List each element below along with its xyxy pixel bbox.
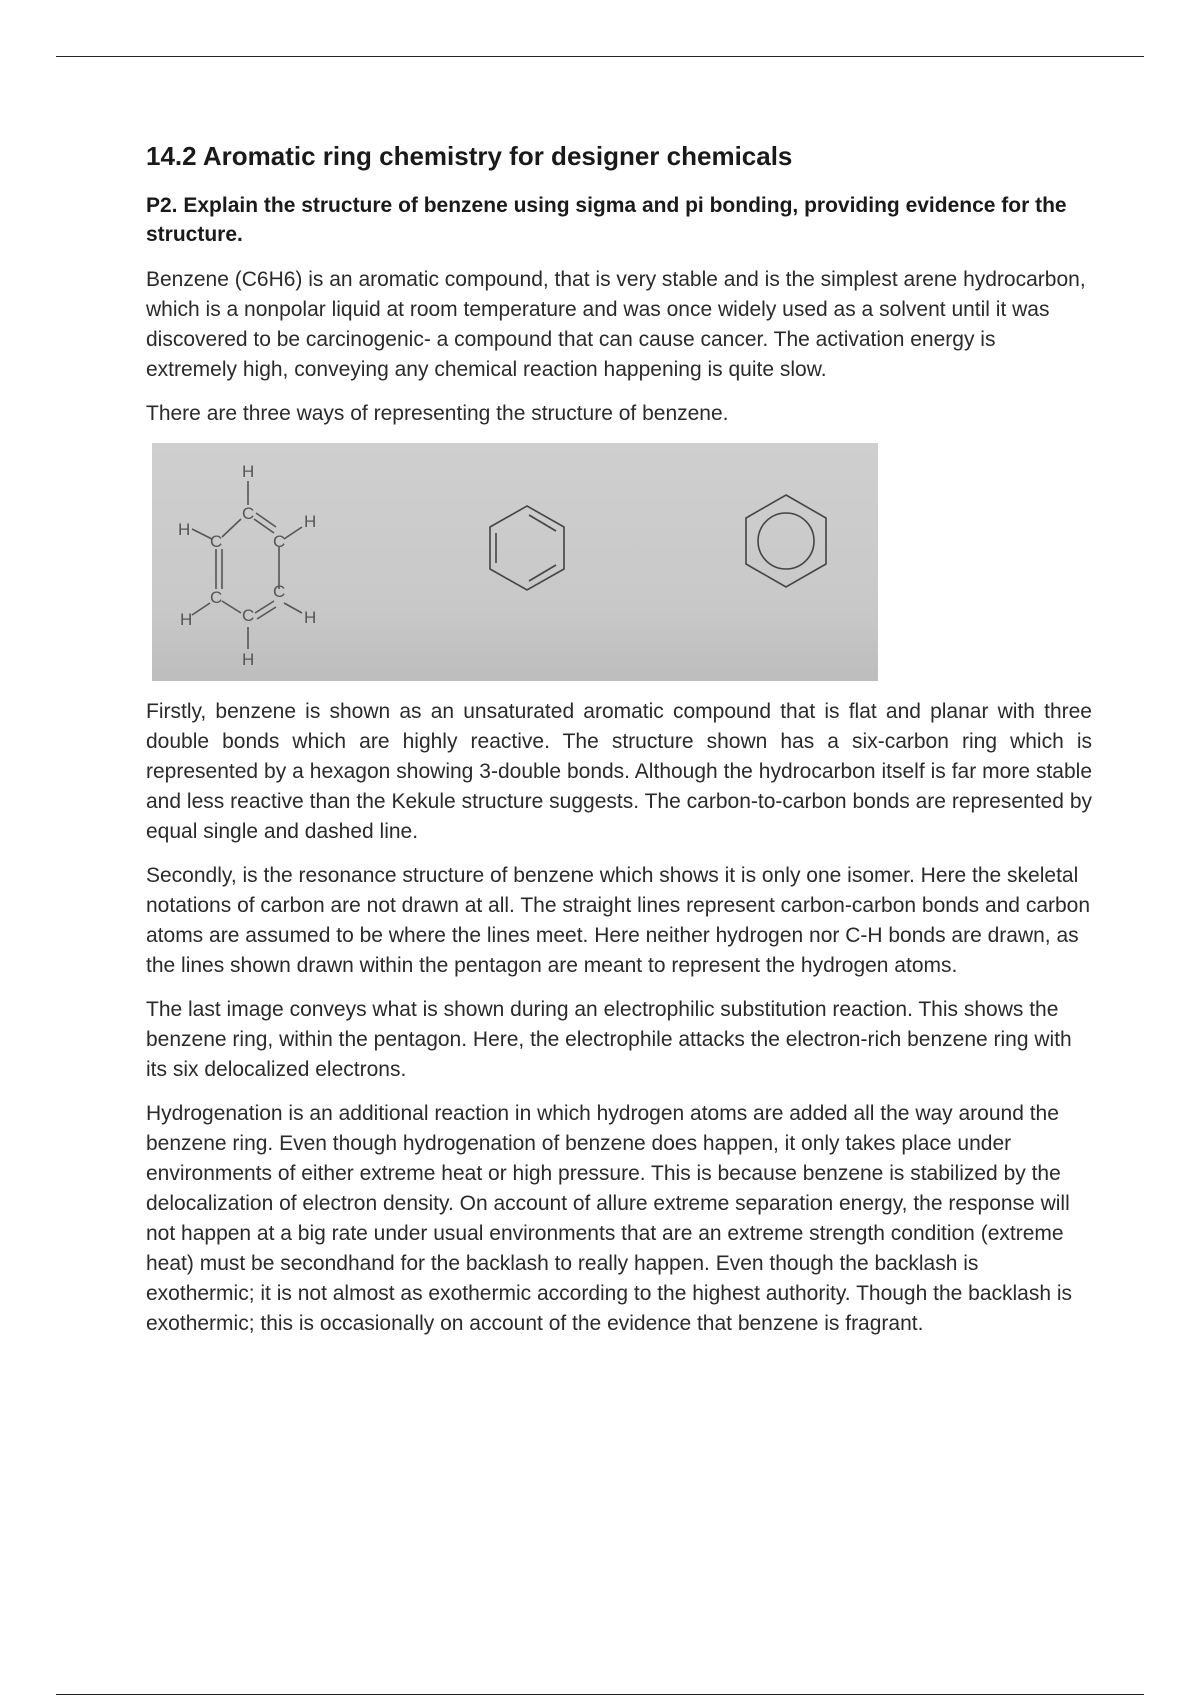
section-heading: 14.2 Aromatic ring chemistry for designer chemicals xyxy=(146,141,793,171)
atom-label-h: H xyxy=(242,462,255,482)
atom-label-c: C xyxy=(210,588,223,608)
atom-label-c: C xyxy=(242,606,255,626)
paragraph-resonance: Secondly, is the resonance structure of benzene which shows it is only one isomer. Here the skeletal notations of carbon are not drawn at all. The straight lines represent carbon-carbon bonds and carbon atoms are assumed to be where the lines meet. Here neither hydrogen nor C-H bonds are drawn, as the lines shown drawn within the pentagon are meant to represent the hydrogen atoms. xyxy=(146,864,1091,978)
footer-rule xyxy=(56,1694,1144,1695)
atom-label-h: H xyxy=(304,512,317,532)
paragraph-kekule: Firstly, benzene is shown as an unsaturated aromatic compound that is flat and planar with three double bonds which are highly reactive. The structure shown has a six-carbon ring which is represented by a hexagon showing 3-double bonds. Although the hydrocarbon itself is far more stable and less reactive than the Kekule structure suggests. The carbon-to-carbon bonds are represented by equal single and dashed line. xyxy=(146,700,1092,844)
skeletal-structure xyxy=(490,506,564,590)
kekule-atom-labels xyxy=(178,462,316,669)
document-body xyxy=(146,140,1092,1353)
atom-label-h: H xyxy=(304,608,317,628)
atom-label-h: H xyxy=(242,650,255,670)
paragraph-intro: Benzene (C6H6) is an aromatic compound, that is very stable and is the simplest arene hydrocarbon, which is a nonpolar liquid at room temperature and was once widely used as a solvent until it was discovered to be carcinogenic- a compound that can cause cancer. The activation energy is extremely high, conveying any chemical reaction happening is quite slow. xyxy=(146,268,1086,382)
task-prompt: P2. Explain the structure of benzene using sigma and pi bonding, providing evidence for the structure. xyxy=(146,193,1067,246)
header-rule xyxy=(56,56,1144,57)
paragraph-hydrogenation: Hydrogenation is an additional reaction in which hydrogen atoms are added all the way around the benzene ring. Even though hydrogenation of benzene does happen, it only takes place under environments of either extreme heat or high pressure. This is because benzene is stabilized by the delocalization of electron density. On account of allure extreme separation energy, the response will not happen at a big rate under usual environments that are an extreme strength condition (extreme heat) must be secondhand for the backlash to really happen. Even though the backlash is exothermic; it is not almost as exothermic according to the highest authority. Though the backlash is exothermic; this is occasionally on account of the evidence that benzene is fragrant. xyxy=(146,1102,1073,1336)
benzene-structures-drawing xyxy=(152,443,878,681)
paragraph-electrophilic: The last image conveys what is shown during an electrophilic substitution reaction. This shows the benzene ring, within the pentagon. Here, the electrophile attacks the electron-rich benzene ring with its six delocalized electrons. xyxy=(146,998,1072,1082)
atom-label-c: C xyxy=(273,582,286,602)
atom-label-h: H xyxy=(180,610,193,630)
benzene-structures-figure xyxy=(152,443,878,681)
paragraph-three-ways: There are three ways of representing the structure of benzene. xyxy=(146,402,729,426)
atom-label-c: C xyxy=(210,532,223,552)
atom-label-c: C xyxy=(242,504,255,524)
atom-label-h: H xyxy=(178,520,191,540)
delocalized-ring-structure xyxy=(746,495,826,587)
atom-label-c: C xyxy=(273,532,286,552)
